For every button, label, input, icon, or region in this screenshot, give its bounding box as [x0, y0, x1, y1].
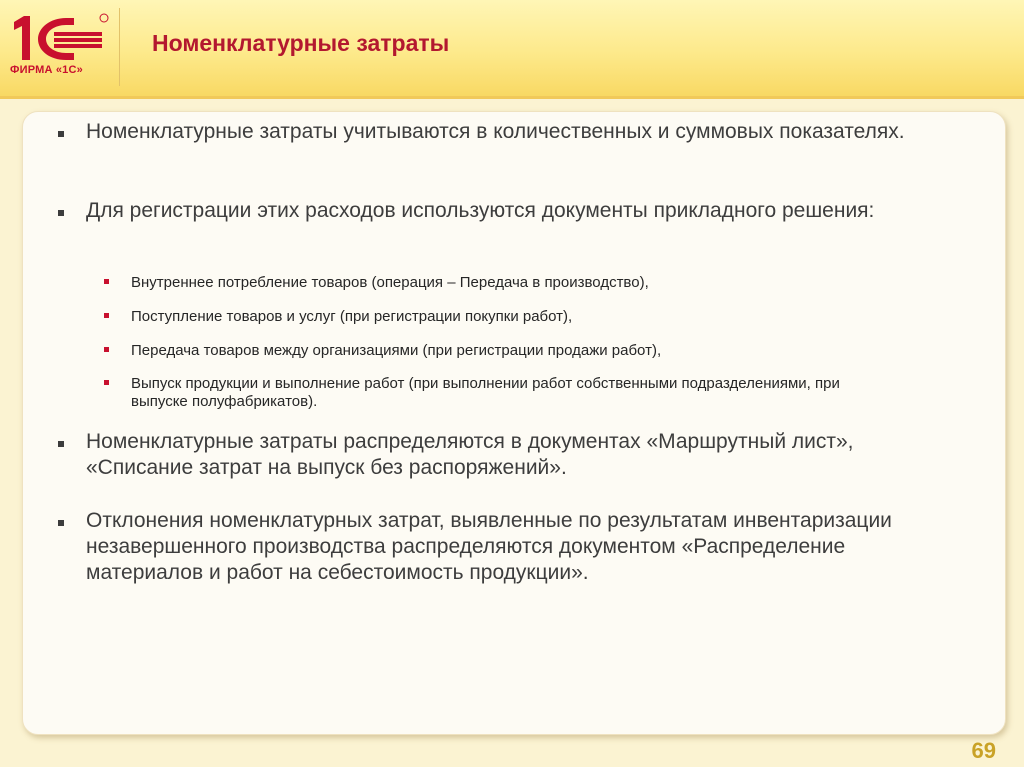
sub-bullet-text: Поступление товаров и услуг (при регистрации покупки работ),: [131, 308, 573, 325]
bullet-marker: [58, 131, 64, 137]
page-number: 69: [971, 738, 996, 763]
bullet-text: Для регистрации этих расходов используются документы прикладного решения:: [86, 199, 875, 222]
bullet-text: Номенклатурные затраты учитываются в количественных и суммовых показателях.: [86, 120, 905, 143]
bullet-marker: [58, 210, 64, 216]
sub-bullet-marker: [104, 380, 109, 385]
logo-divider: [119, 8, 120, 86]
sub-bullet-marker: [104, 313, 109, 318]
sub-bullet-marker: [104, 347, 109, 352]
bullet-text: Отклонения номенклатурных затрат, выявленные по результатам инвентаризации незавершенного производства распределяются документом «Распределение материалов и работ на себестоимость продукции».: [86, 509, 892, 584]
bullet-marker: [58, 520, 64, 526]
bullet-marker: [58, 441, 64, 447]
logo-caption: ФИРМА «1С»: [10, 64, 83, 76]
sub-bullet-text: Внутреннее потребление товаров (операция – Передача в производство),: [131, 274, 649, 291]
sub-bullet-text: Передача товаров между организациями (при регистрации продажи работ),: [131, 342, 662, 359]
bullet-text: Номенклатурные затраты распределяются в документах «Маршрутный лист», «Списание затрат на выпуск без распоряжений».: [86, 430, 854, 479]
page-title: Номенклатурные затраты: [152, 30, 450, 56]
sub-bullet-text: Выпуск продукции и выполнение работ (при выполнении работ собственными подразделениями, при выпуске полуфабрикатов).: [131, 375, 840, 410]
header-divider: [0, 96, 1024, 99]
sub-bullet-marker: [104, 279, 109, 284]
